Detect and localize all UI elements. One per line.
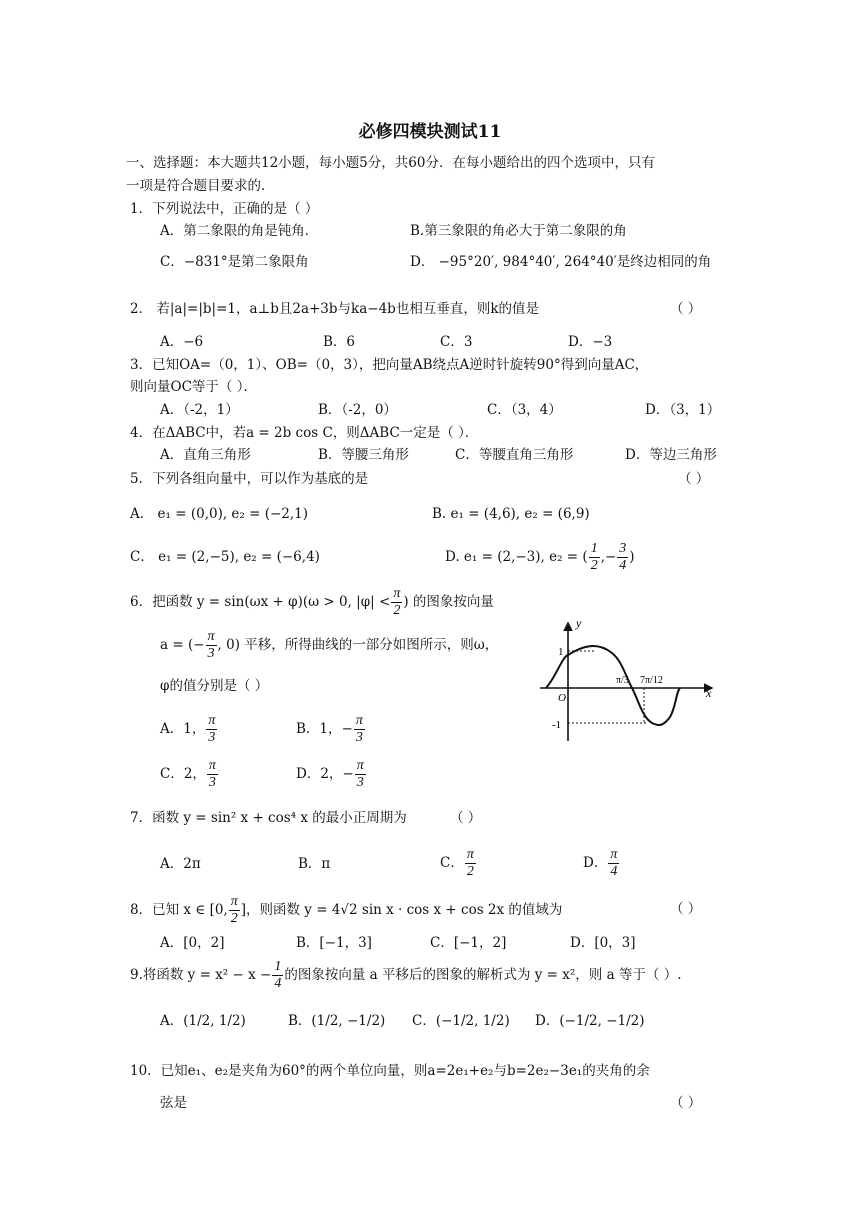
x-tick-7pi-over-12: 7π/12 xyxy=(640,675,663,686)
q4-option-a: A．直角三角形 xyxy=(160,447,251,463)
q10-line1: 10．已知e₁、e₂是夹角为60°的两个单位向量，则a=2e₁+e₂与b=2e₂−3e₁的夹角的余 xyxy=(130,1063,650,1079)
q1-option-d: D． −95°20′, 984°40′, 264°40′是终边相同的角 xyxy=(410,254,712,270)
q9-option-b: B．(1/2, −1/2) xyxy=(288,1013,386,1029)
q7-option-c: C． $\frac{\pi}{2}$ xyxy=(440,847,474,879)
q2-option-b: B．6 xyxy=(323,334,356,350)
q4-option-b: B．等腰三角形 xyxy=(318,447,409,463)
q2-option-c: C．3 xyxy=(440,334,473,350)
q9-option-c: C．(−1/2, 1/2) xyxy=(412,1013,510,1029)
origin-label: O xyxy=(558,692,566,704)
q3-line1: 3．已知OA=（0，1）、OB=（0，3），把向量AB绕点A逆时针旋转90°得到向量AC， xyxy=(130,357,649,373)
q6-sine-graph xyxy=(536,617,722,747)
q7-option-d: D． $\frac{\pi}{4}$ xyxy=(583,847,618,879)
q1-option-c: C．−831°是第二象限角 xyxy=(160,254,309,270)
y-axis-label: y xyxy=(576,617,582,630)
fraction: $\frac{\pi}{3}$ xyxy=(207,629,215,661)
q6-line1: 6．把函数 y = sin(ωx + φ)(ω > 0, |φ| < $\frac{\pi}{2}$ ) 的图象按向量 xyxy=(130,586,494,618)
q6-option-a: A．1， $\frac{\pi}{3}$ xyxy=(160,713,216,745)
q10-answer-paren: （ ） xyxy=(670,1095,702,1111)
fraction: $\frac{\pi}{3}$ xyxy=(355,713,363,745)
q1-option-b: B.第三象限的角必大于第二象限的角 xyxy=(410,223,627,239)
fraction: $\frac{\pi}{3}$ xyxy=(208,713,216,745)
q2-option-a: A．−6 xyxy=(160,334,204,350)
q10-line2: 弦是 xyxy=(160,1095,187,1111)
section-intro-line1: 一、选择题：本大题共12小题，每小题5分，共60分．在每小题给出的四个选项中，只有 xyxy=(126,155,655,171)
q7-option-b: B．π xyxy=(298,856,331,872)
q9-option-d: D．(−1/2, −1/2) xyxy=(535,1013,645,1029)
q4-stem: 4．在ΔABC中，若a = 2b cos C，则ΔABC一定是（ ）． xyxy=(130,425,479,441)
fraction: $\frac{\pi}{3}$ xyxy=(208,758,216,790)
q4-option-d: D．等边三角形 xyxy=(625,447,717,463)
y-max-label: 1 xyxy=(558,646,564,658)
q2-answer-paren: （ ） xyxy=(670,301,702,317)
q9-option-a: A．(1/2, 1/2) xyxy=(160,1013,246,1029)
q3-option-c: C．（3，4） xyxy=(487,402,562,418)
q3-option-a: A．（-2，1） xyxy=(160,402,239,418)
fraction: $\frac{\pi}{4}$ xyxy=(610,847,618,879)
q8-answer-paren: （ ） xyxy=(670,901,702,917)
q7-answer-paren: （ ） xyxy=(450,810,482,826)
x-tick-pi-over-3: π/3 xyxy=(616,675,629,686)
section-intro-line2: 一项是符合题目要求的． xyxy=(126,178,275,194)
page-title: 必修四模块测试11 xyxy=(358,122,502,142)
q1-option-a: A．第二象限的角是钝角． xyxy=(160,223,319,239)
q5-option-a: A． e₁ = (0,0), e₂ = (−2,1) xyxy=(130,506,309,522)
q3-option-d: D．（3，1） xyxy=(645,402,721,418)
fraction: $\frac{1}{2}$ xyxy=(590,541,598,573)
fraction: $\frac{1}{4}$ xyxy=(274,959,282,991)
q2-stem: 2． 若|a|=|b|=1，a⊥b且2a+3b与ka−4b也相互垂直，则k的值是 xyxy=(130,301,539,317)
q6-option-b: B．1，− $\frac{\pi}{3}$ xyxy=(296,713,363,745)
q7-stem: 7．函数 y = sin² x + cos⁴ x 的最小正周期为 xyxy=(130,810,407,826)
q4-option-c: C．等腰直角三角形 xyxy=(455,447,574,463)
q5-answer-paren: （ ） xyxy=(678,471,710,487)
q6-line2: a = (− $\frac{\pi}{3}$ , 0) 平移，所得曲线的一部分如图所示，则ω， xyxy=(160,629,499,661)
q8-option-d: D．[0，3] xyxy=(570,935,636,951)
fraction: $\frac{\pi}{2}$ xyxy=(230,894,238,926)
q5-stem: 5．下列各组向量中，可以作为基底的是 xyxy=(130,471,369,487)
fraction: $\frac{\pi}{2}$ xyxy=(393,586,401,618)
q8-option-a: A．[0，2] xyxy=(160,935,225,951)
q8-option-c: C．[−1，2] xyxy=(430,935,507,951)
q9-stem: 9.将函数 y = x² − x − $\frac{1}{4}$ 的图象按向量 a 平移后的图象的解析式为 y = x²，则 a 等于（ ）. xyxy=(130,959,682,991)
fraction: $\frac{\pi}{3}$ xyxy=(356,758,364,790)
q2-option-d: D．−3 xyxy=(568,334,613,350)
q3-line2: 则向量OC等于（ ）． xyxy=(130,379,257,395)
q8-stem: 8．已知 x ∈ [0, $\frac{\pi}{2}$ ]，则函数 y = 4√2 sin x · cos x + cos 2x 的值域为 xyxy=(130,894,563,926)
q8-option-b: B．[−1，3] xyxy=(296,935,372,951)
q5-option-b: B. e₁ = (4,6), e₂ = (6,9) xyxy=(432,506,590,522)
q3-option-b: B．（-2，0） xyxy=(318,402,397,418)
fraction: $\frac{\pi}{2}$ xyxy=(466,847,474,879)
fraction: $\frac{3}{4}$ xyxy=(619,541,627,573)
q6-graph-svg xyxy=(536,617,722,747)
q5-option-d: D. e₁ = (2,−3), e₂ = ( $\frac{1}{2}$ ,− $\frac{3}{4}$ ) xyxy=(445,541,635,573)
q6-option-c: C．2， $\frac{\pi}{3}$ xyxy=(160,758,216,790)
x-axis-label: x xyxy=(706,686,712,700)
q7-option-a: A．2π xyxy=(160,856,201,872)
q6-option-d: D．2，− $\frac{\pi}{3}$ xyxy=(296,758,364,790)
q1-stem: 1．下列说法中，正确的是（ ） xyxy=(130,201,319,217)
q5-option-c: C． e₁ = (2,−5), e₂ = (−6,4) xyxy=(130,549,320,565)
q6-line3: φ的值分别是（ ） xyxy=(160,678,269,694)
y-min-label: -1 xyxy=(552,719,562,731)
